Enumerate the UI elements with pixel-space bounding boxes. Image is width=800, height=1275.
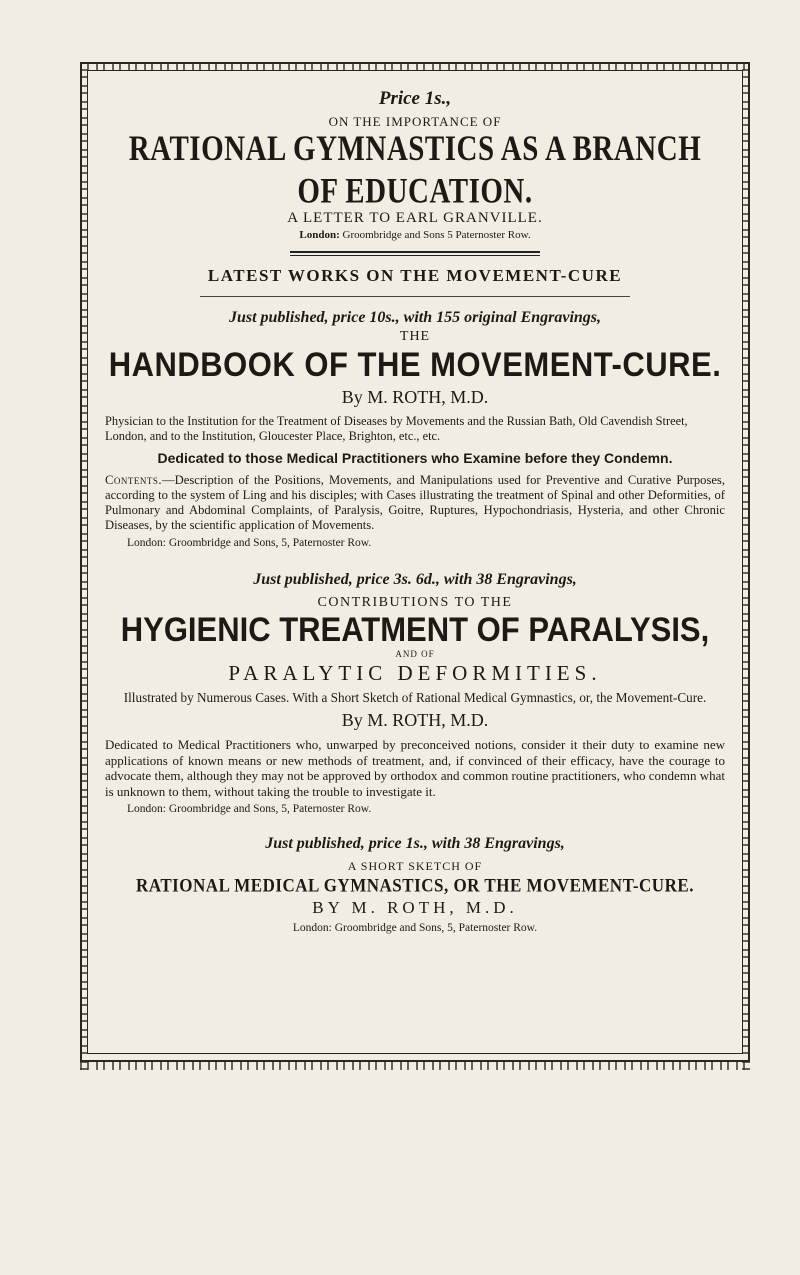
double-rule xyxy=(290,251,540,256)
book1-contents xyxy=(105,473,725,533)
ornamental-border-bottom xyxy=(80,1062,750,1070)
letter-line: A LETTER TO EARL GRANVILLE. xyxy=(287,210,543,226)
book1-physician: Physician to the Institution for the Treatment of Diseases by Movements and the Russian Bath, Old Cavendish Street, London, and to the Institution, Gloucester Place, Brighton, etc., etc. xyxy=(105,414,688,443)
book1-dedication: Dedicated to those Medical Practitioners who Examine before they Condemn. xyxy=(157,450,673,466)
book1-title: HANDBOOK OF THE MOVEMENT-CURE. xyxy=(108,344,722,385)
book2-illustrated: Illustrated by Numerous Cases. With a Short Sketch of Rational Medical Gymnastics, or, the Movement-Cure. xyxy=(123,690,707,705)
book1-published: Just published, price 10s., with 155 original Engravings, xyxy=(228,309,602,326)
book3-short-sketch: A SHORT SKETCH OF xyxy=(347,859,483,873)
publisher-line xyxy=(105,229,725,241)
book3-author: BY M. ROTH, M.D. xyxy=(312,898,518,917)
book3-published: Just published, price 1s., with 38 Engravings, xyxy=(265,835,565,852)
book2-block xyxy=(105,571,725,815)
price-label: Price 1s., xyxy=(378,88,452,109)
book1-publisher: London: Groombridge and Sons, 5, Paternoster Row. xyxy=(127,537,372,549)
book3-block xyxy=(105,835,725,934)
book2-title: HYGIENIC TREATMENT OF PARALYSIS, xyxy=(120,610,710,649)
book2-author: By M. ROTH, M.D. xyxy=(341,710,489,730)
importance-line: ON THE IMPORTANCE OF xyxy=(328,114,502,129)
page-content xyxy=(105,88,725,934)
book3-title: RATIONAL MEDICAL GYMNASTICS, OR THE MOVEMENT-CURE. xyxy=(136,875,694,896)
publisher-name: Groombridge and Sons 5 Paternoster Row. xyxy=(342,229,531,241)
book2-publisher: London: Groombridge and Sons, 5, Paternoster Row. xyxy=(127,803,372,815)
section-heading: LATEST WORKS ON THE MOVEMENT-CURE xyxy=(207,266,623,285)
book2-contributions: CONTRIBUTIONS TO THE xyxy=(317,595,513,610)
publisher-prefix: London: xyxy=(299,229,340,241)
contents-text: —Description of the Positions, Movements, and Manipulations used for Preventive and Curative Purposes, according to the system of Ling and his disciples; with Cases illustrating the treatment of Spinal and other Deformities, of Pulmonary and Abdominal Complaints, of Paralysis, Goitre, Ruptures, Hypochondriasis, Hysteria, and other Chronic Diseases, by the scientific application of Movements. xyxy=(105,473,725,532)
main-title: RATIONAL GYMNASTICS AS A BRANCH OF EDUCATION. xyxy=(128,128,702,212)
book1-author: By M. ROTH, M.D. xyxy=(341,387,489,407)
book2-subtitle: PARALYTIC DEFORMITIES. xyxy=(228,661,602,685)
book2-and-of: AND OF xyxy=(395,649,435,659)
single-rule xyxy=(200,296,630,297)
contents-lead: Contents. xyxy=(105,473,163,487)
book3-publisher: London: Groombridge and Sons, 5, Paternoster Row. xyxy=(292,922,538,934)
book2-published: Just published, price 3s. 6d., with 38 Engravings, xyxy=(253,571,577,588)
book1-the: THE xyxy=(399,329,431,344)
book2-dedication: Dedicated to Medical Practitioners who, unwarped by preconceived notions, consider it their duty to examine new applications of known means or new methods of treatment, and, if convinced of their efficacy, have the courage to advocate them, although they may not be approved by orthodox and common routine practitioners, who condemn what is unknown to them, without taking the trouble to investigate it. xyxy=(105,737,725,799)
